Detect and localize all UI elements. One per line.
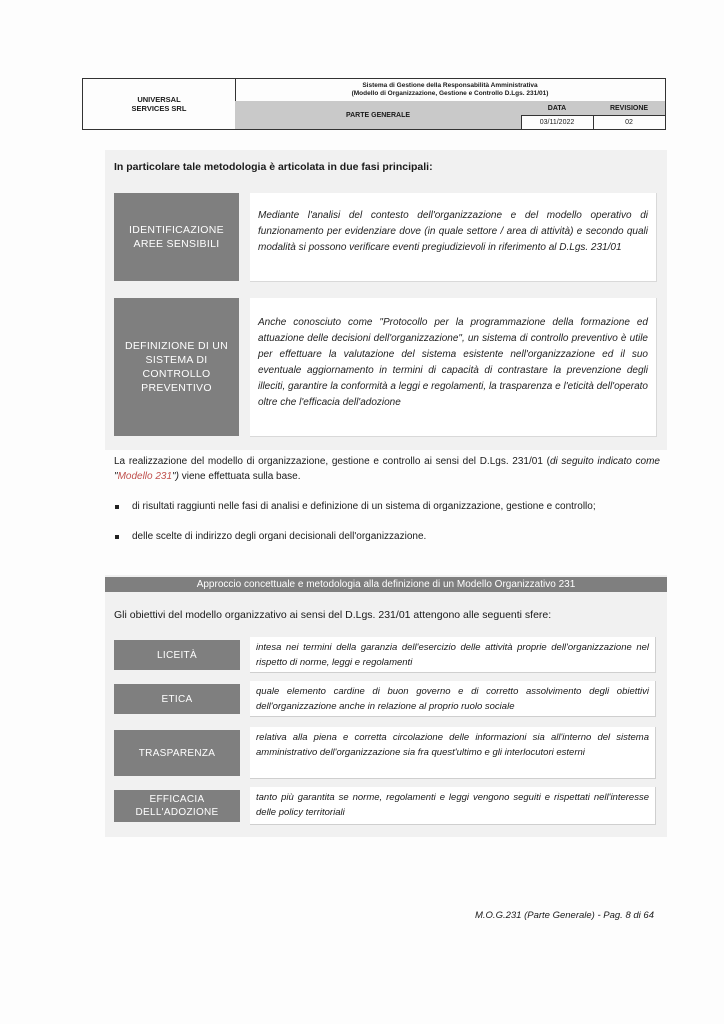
model-paragraph — [114, 454, 660, 484]
phase-definizione-box: DEFINIZIONE DI UN SISTEMA DI CONTROLLO PREVENTIVO — [114, 298, 239, 436]
revision-label: REVISIONE — [593, 101, 665, 116]
revision-value: 02 — [625, 118, 633, 126]
bullet-icon — [115, 505, 119, 509]
date-value: 03/11/2022 — [521, 115, 594, 129]
paragraph-model-name: Modello 231 — [117, 471, 173, 482]
section1-intro: In particolare tale metodologia è articolata in due fasi principali: — [114, 161, 433, 173]
bullet-item: di risultati raggiunti nelle fasi di analisi e definizione di un sistema di organizzazione, gestione e controllo; — [132, 501, 596, 512]
company-name: UNIVERSAL SERVICES SRL — [83, 79, 236, 129]
section2-intro: Gli obiettivi del modello organizzativo ai sensi del D.Lgs. 231/01 attengono alle seguenti sfere: — [114, 609, 552, 621]
paragraph-start: La realizzazione del modello di organizzazione, gestione e controllo ai sensi del D.Lgs. 231/01 ( — [114, 456, 550, 467]
system-title: Sistema di Gestione della Responsabilità Amministrativa (Modello di Organizzazione, Gestione e Controllo D.Lgs. 231/01) — [235, 79, 665, 102]
sphere-efficacia-label: EFFICACIA DELL'ADOZIONE — [114, 790, 240, 822]
phase-definizione-description: Anche conosciuto come "Protocollo per la programmazione della formazione ed attuazione delle decisioni dell'organizzazione", un sistema di controllo preventivo è utile per effettuare la valutazione del sistema esistente nell'organizzazione ed il suo eventuale aggiornamento in termini di capacità di contrastare la prevenzione degli illeciti, garantire la conformità a leggi e regolamenti, la trasparenza e l'eticità dell'operato oltre che l'efficacia dell'adozione — [258, 317, 648, 408]
page-footer: M.O.G.231 (Parte Generale) - Pag. 8 di 64 — [474, 910, 654, 921]
bullet-item: delle scelte di indirizzo degli organi decisionali dell'organizzazione. — [132, 531, 427, 542]
sphere-efficacia-description: tanto più garantita se norme, regolamenti e leggi vengono seguiti e rispettati nell'interesse delle policy territoriali — [250, 787, 656, 825]
sphere-liceita-description: intesa nei termini della garanzia dell'esercizio delle attività proprie dell'organizzazione nel rispetto di norme, leggi e regolamenti — [250, 637, 656, 673]
document-header — [82, 78, 666, 130]
paragraph-end: viene effettuata sulla base. — [178, 471, 301, 482]
sphere-etica-label: ETICA — [114, 684, 240, 714]
phase-identificazione-description: Mediante l'analisi del contesto dell'organizzazione e del modello operativo di funzionamento per evidenziare dove (in quale settore / area di attività) e secondo quali modalità si possono verificare eventi pregiudizievoli in riferimento al D.Lgs. 231/01 — [258, 210, 648, 253]
bullet-icon — [115, 535, 119, 539]
paragraph-italic-end: ") — [172, 471, 179, 482]
sphere-liceita-label: LICEITÀ — [114, 640, 240, 670]
date-label: DATA — [521, 101, 594, 116]
paragraph-italic: di seguito indicato come " — [114, 456, 660, 482]
section2-title: Approccio concettuale e metodologia alla definizione di un Modello Organizzativo 231 — [105, 577, 667, 592]
sphere-trasparenza-label: TRASPARENZA — [114, 730, 240, 776]
part-label: PARTE GENERALE — [235, 101, 522, 129]
phase-identificazione-box: IDENTIFICAZIONE AREE SENSIBILI — [114, 193, 239, 281]
sphere-etica-description: quale elemento cardine di buon governo e di corretto assolvimento degli obiettivi dell'organizzazione anche in relazione al proprio ruolo sociale — [250, 681, 656, 717]
sphere-trasparenza-description: relativa alla piena e corretta circolazione delle informazioni sia all'interno del sistema amministrativo dell'organizzazione sia fra quest'ultimo e gli interlocutori esterni — [250, 727, 656, 779]
